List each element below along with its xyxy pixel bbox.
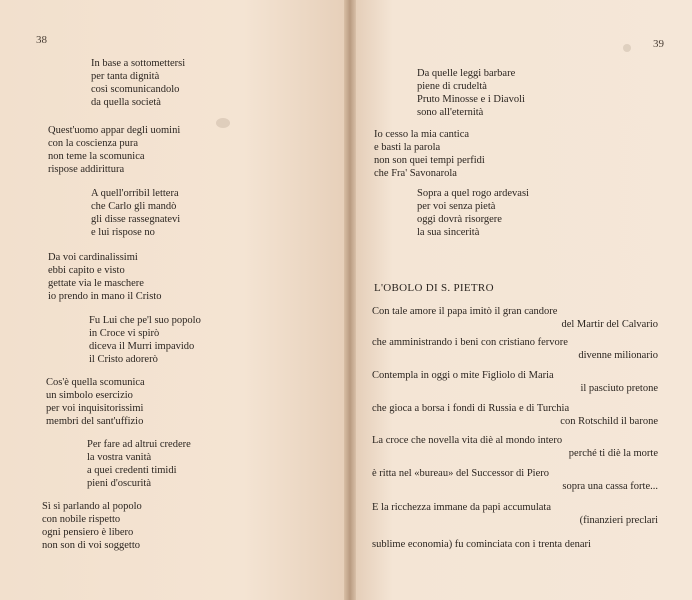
- stanza: [48, 124, 180, 176]
- verse-line: e basti la parola: [374, 142, 441, 153]
- stanza: [91, 187, 180, 239]
- verse-line: Sì sì parlando al popolo: [42, 501, 142, 512]
- verse-line: non teme la scomunica: [48, 151, 145, 162]
- stanza: [417, 187, 529, 239]
- paper-stain: [623, 44, 631, 52]
- verse-line: è ritta nel «bureau» del Successor di Piero: [372, 468, 549, 479]
- section-title: L'OBOLO DI S. PIETRO: [374, 282, 494, 294]
- verse-line: piene di crudeltà: [417, 81, 487, 92]
- verse-line: Pruto Minosse e i Diavoli: [417, 94, 525, 105]
- verse-line: non son di voi soggetto: [42, 540, 141, 551]
- verse-line: non son quei tempi perfidi: [374, 155, 485, 166]
- verse-line: un simbolo esercizio: [46, 390, 133, 401]
- verse-line: in Croce vi spirò: [89, 328, 160, 339]
- verse-line-continuation: il pasciuto pretone: [580, 383, 658, 394]
- paper-stain: [216, 118, 230, 128]
- verse-line: E la ricchezza immane da papi accumulata: [372, 502, 551, 513]
- verse-line: ogni pensiero è libero: [42, 527, 134, 538]
- verse-line: per voi senza pietà: [417, 201, 496, 212]
- verse-line-continuation: divenne milionario: [578, 350, 658, 361]
- verse-line: con la coscienza pura: [48, 138, 139, 149]
- verse-line: Io cesso la mia cantica: [374, 129, 470, 140]
- verse-line: Da quelle leggi barbare: [417, 68, 516, 79]
- verse-line: il Cristo adorerò: [89, 354, 158, 365]
- verse-line-continuation: perché ti diè la morte: [568, 448, 658, 459]
- verse-line: la vostra vanità: [87, 452, 152, 463]
- verse-line: pieni d'oscurità: [87, 478, 151, 489]
- verse-line: per voi inquisitorissimi: [46, 403, 144, 414]
- page-number-right: 39: [653, 38, 664, 50]
- verse-pair: [372, 434, 658, 460]
- verse-pair: [372, 538, 658, 551]
- stanza: [89, 314, 201, 366]
- verse-line: io prendo in mano il Cristo: [48, 291, 162, 302]
- stanza: [48, 251, 161, 303]
- stanza: [91, 57, 185, 109]
- verse-line: In base a sottomettersi: [91, 58, 186, 69]
- verse-pair: [372, 501, 658, 527]
- verse-line: Da voi cardinalissimi: [48, 252, 138, 263]
- stanza: [46, 376, 145, 428]
- verse-line-continuation: (finanzieri preclari: [579, 515, 658, 526]
- verse-line: per tanta dignità: [91, 71, 160, 82]
- verse-pair: [372, 402, 658, 428]
- verse-line: sono all'eternità: [417, 107, 484, 118]
- verse-line: e lui rispose no: [91, 227, 155, 238]
- verse-line: la sua sincerità: [417, 227, 480, 238]
- stanza: [374, 128, 485, 180]
- verse-line: Cos'è quella scomunica: [46, 377, 145, 388]
- verse-line: che Carlo gli mandò: [91, 201, 177, 212]
- verse-line: A quell'orribil lettera: [91, 188, 179, 199]
- verse-line-continuation: con Rotschild il barone: [560, 416, 658, 427]
- verse-line: Per fare ad altrui credere: [87, 439, 191, 450]
- verse-pair: [372, 305, 658, 331]
- verse-line: ebbi capito e visto: [48, 265, 125, 276]
- verse-pair: [372, 336, 658, 362]
- verse-line: La croce che novella vita diè al mondo intero: [372, 435, 563, 446]
- verse-line-continuation: sopra una cassa forte...: [562, 481, 658, 492]
- verse-line: diceva il Murri impavido: [89, 341, 195, 352]
- book-gutter: [344, 0, 356, 600]
- page-number-left: 38: [36, 34, 47, 46]
- verse-line: Con tale amore il papa imitò il gran candore: [372, 306, 558, 317]
- verse-line: che Fra' Savonarola: [374, 168, 457, 179]
- verse-line: Quest'uomo appar degli uomini: [48, 125, 181, 136]
- verse-line: sublime economia) fu cominciata con i trenta denari: [372, 539, 591, 550]
- verse-line: gettate via le maschere: [48, 278, 144, 289]
- verse-line: rispose addirittura: [48, 164, 125, 175]
- stanza: [417, 67, 525, 119]
- verse-line: Contempla in oggi o mite Figliolo di Maria: [372, 370, 554, 381]
- verse-line: Sopra a quel rogo ardevasi: [417, 188, 529, 199]
- verse-line: da quella società: [91, 97, 161, 108]
- verse-line: così scomunicandolo: [91, 84, 180, 95]
- stanza: [42, 500, 142, 552]
- verse-pair: [372, 369, 658, 395]
- verse-pair: [372, 467, 658, 493]
- verse-line: che amministrando i beni con cristiano fervore: [372, 337, 568, 348]
- verse-line: che gioca a borsa i fondi di Russia e di Turchia: [372, 403, 570, 414]
- verse-line: con nobile rispetto: [42, 514, 121, 525]
- verse-line-continuation: del Martir del Calvario: [561, 319, 658, 330]
- stanza: [87, 438, 191, 490]
- verse-line: oggi dovrà risorgere: [417, 214, 502, 225]
- verse-line: membri del sant'uffizio: [46, 416, 144, 427]
- verse-line: Fu Lui che pe'l suo popolo: [89, 315, 201, 326]
- verse-line: a quei credenti timidi: [87, 465, 177, 476]
- verse-line: gli disse rassegnatevi: [91, 214, 181, 225]
